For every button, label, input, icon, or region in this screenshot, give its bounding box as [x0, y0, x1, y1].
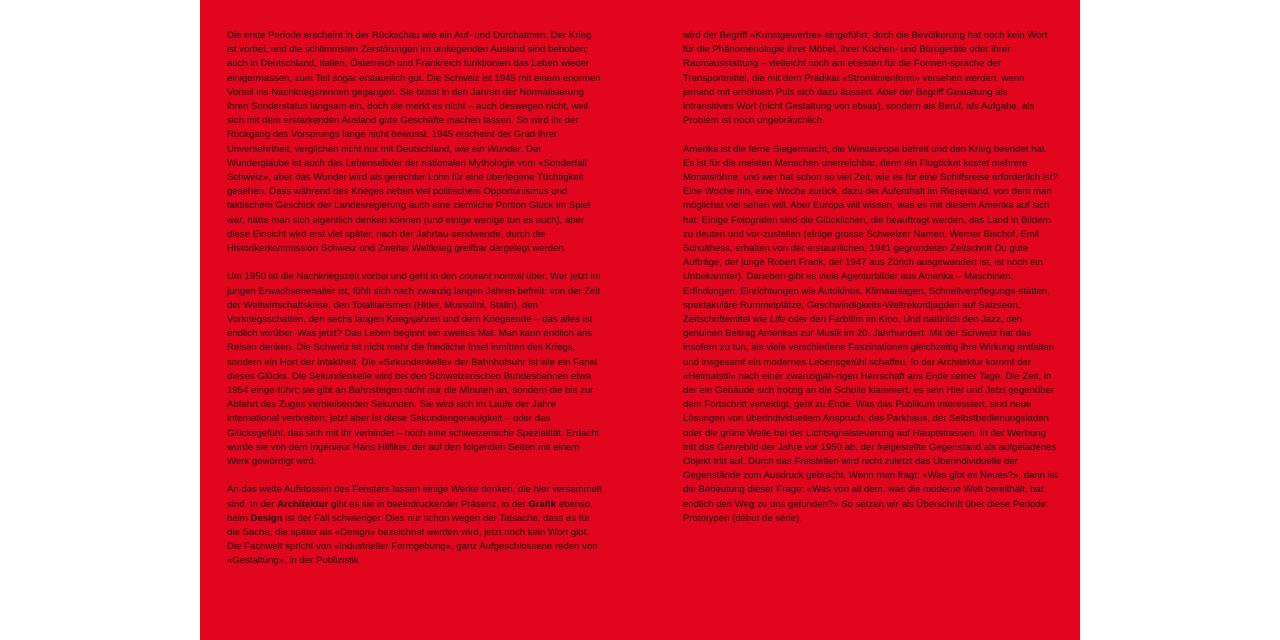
book-spread	[200, 0, 1080, 640]
paragraph	[227, 270, 602, 469]
text-run: Die erste Periode erscheint in der Rückschau wie ein Auf- und Durchatmen. Der Krieg ist vorbei, und die schlimmsten Zerstörungen im umliegenden Ausland sind behoben; auch in Deutschland, Italien, Österreich und Frankreich funktioniert das Leben wieder einigermassen, zum Teil sogar erstaunlich gut. Die Schweiz ist 1945 mit einem enormen Vorteil ins Nachkriegsrennen gegangen. Sie büsst in den Jahren der Normalisierung ihren Sonderstatus langsam ein, doch sie merkt es nicht – auch deswegen nicht, weil sich mit dem erstarkenden Ausland gute Geschäfte machen lassen. So wird ihr der Rückgang des Vorsprungs lange nicht bewusst. 1945 erscheint der Grad ihrer Unversehrtheit, verglichen nicht nur mit Deutschland,	[227, 30, 601, 155]
paragraph	[227, 483, 602, 568]
italic-text: wie ein Wunder	[454, 143, 521, 155]
paragraph	[683, 143, 1058, 526]
text-run: gute Aufträge, der junge Robert Frank, der 1947 aus Zürich ausgewandert ist, ist noch ein Unbekannter). Daneben gibt es viele Agenturbilder aus Amerika – Maschinen, Erfindungen, Einrichtungen wie Autokinos, Klimaanlagen, Schnellverpflegungs-stätten, spektakuläre Rummelplätze, Geschwindigkeits-Weltrekordjagden auf Salzseen, Zeitschriftentitel wie	[683, 243, 1050, 326]
text-run: Amerika ist die ferne Siegermacht, die Westeuropa befreit und den Krieg beendet hat. Es ist für die meisten Menschen unerreichbar, denn ein Flugticket kostet mehrere Monatslöhne, und wer hat schon so viel Zeit, wie es für eine Schiffsreise erforderlich ist? Eine Woche hin, eine Woche zurück, dazu der Aufenthalt im Riesenland, von dem man möglichst viel sehen will. Aber Europa will wissen, was es mit diesem Amerika auf sich hat. Einige Fotografen sind die Glücklichen, die beauftragt werden, das Land in Bildern zu deuten und vor-zustellen (einige grosse Schweizer Namen, Werner Bischof, Emil Schulthess, erhalten von der erstaunlichen, 1941 gegründeten Zeitschrift	[683, 143, 1058, 255]
text-run: An das weite Aufstossen des Fensters lassen einige Werke denken, die hier versammelt sind. In der	[227, 484, 602, 510]
paragraph	[227, 29, 602, 256]
bold-term-grafik: Grafik	[528, 498, 557, 510]
italic-text: Du	[994, 243, 1007, 255]
paragraph: wird der Begriff «Kunstgewerbe» eingeführt, doch die Bevölkerung hat noch kein Wort für die Phänomenologie ihrer Möbel, ihrer Küchen- und Bürogeräte oder ihrer Raumausstattung – vielleicht noch am ehesten für die Formen-sprache der Transportmittel, die mit dem Prädikat «Stromlinienform» versehen werden, wenn jemand mit erhöhtem Puls sich dazu äussert. Aber der Begriff Gestaltung als intransitives Wort (nicht Gestaltung von etwas), sondern als Beruf, als Aufgabe, als Problem ist noch ungebräuchlich.	[683, 30, 1048, 127]
left-page-column	[227, 29, 602, 583]
text-run: Um 1950 ist die Nachkriegszeit vorbei und geht in den	[227, 271, 460, 283]
text-run: . Der Wunderglaube ist auch das Lebenselixier der nationalen Mythologie vom «Sonderfall Schweiz», aber das Wunder wird als gerechter Lohn für eine überlegene Tüchtigkeit gesehen. Dass während des Krieges neben viel politischem Opportunismus und taktischem Geschick der Landesregierung auch eine ziemliche Portion Glück im Spiel war, hätte man sich eigentlich denken können (und einige wenige tun es auch), aber diese Einsicht wird erst viel später, nach der Jahrtau-sendwende, durch die Historikerkommission Schweiz und Zweiter Weltkrieg greifbar dargelegt werden.	[227, 143, 591, 255]
italic-text: courant normal	[459, 271, 524, 283]
text-run: ist der Fall schwieriger. Dies nur schon wegen der Tatsache, dass es für die Sache, die später als «Design» bezeichnet werden wird, jetzt noch kein Wort gibt. Die Fachwelt spricht von «industrieller Formgebung», ganz Aufgeschlossene reden von «Gestaltung», in der Publizistik	[227, 512, 598, 567]
bold-term-design: Design	[250, 512, 283, 524]
text-run: über. Wer jetzt im jungen Erwachsenenalter ist, fühlt sich nach zwanzig langen Jahren befreit: von der Zeit der Weltwirtschaftskrise, den Totalitarismen (Hitler, Mussolini, Stalin), den Vorkriegsschatten, den sechs langen Kriegsjahren und dem Kriegsende – das alles ist endlich vorüber. Was jetzt? Das Leben beginnt ein zweites Mal. Man kann endlich ans Reisen denken. Die Schweiz ist nicht mehr die friedliche Insel inmitten des Kriegs, sondern ein Hort der Intaktheit. Die «Sekundenkelle» der Bahnhofsuhr ist wie ein Fanal dieses Glücks. Die Sekundenkelle wird bei den Schweizerischen Bundesbahnen etwa 1954 einge-führt; sie gibt an Bahnsteigen nicht nur die Minuten an, sondern die bis zur Abfahrt des Zuges verbleibenden Sekunden. Sie wird sich im Laufe der Jahre international verbreiten; jetzt aber ist diese Sekundengenauigkeit – oder das Glücksgefühl, das sich mit ihr verbindet – noch eine schweizerische Spezialität. Erdacht wurde sie von dem Ingenieur Hans Hilfiker, der auf den folgenden Seiten mit einem Werk gewürdigt wird.	[227, 271, 601, 468]
italic-text: Life	[769, 314, 786, 326]
text-run: ebenso, beim	[227, 498, 593, 524]
bold-term-architektur: Architektur	[277, 498, 329, 510]
text-run: gibt es sie in beeindruckender Präsenz, in der	[328, 498, 529, 510]
right-page-column	[683, 29, 1058, 540]
text-run: oder den Farbfilm im Kino. Und natürlich den Jazz, den genuinen Beitrag Amerikas zur Musik im 20. Jahrhundert. Mit der Schweiz hat das insofern zu tun, als viele verschiedene Faszinationen gleichzeitig ihre Wirkung entfalten und insgesamt ein modernes Lebensgefühl schaffen. In der Architektur kommt der «Heimatstil» nach einer zwanzigjäh-rigen Herrschaft ans Ende seiner Tage. Die Zeit, in der ein Gebäude sich trotzig an die Scholle klammert, es sein Hier und Jetzt gegenüber dem Fortschritt verteidigt, geht zu Ende. Was das Publikum interessiert, sind neue Lösungen von überindividuellem Anspruch: das Parkhaus, der Selbstbedienungsladen oder die grüne Welle bei der Lichtsignalsteuerung auf Hauptstrassen. In der Werbung tritt das Genrebild der Jahre vor 1950 ab, der freigestellte Gegenstand als aufgeladenes Objekt tritt auf. Durch das Freistellen wird nicht zuletzt das Überindividuelle der Gegenstände zum Ausdruck gebracht. Wenn man fragt: «Was gibt es Neues?», dann ist die Bedeutung dieser Frage: «Was von all dem, was die moderne Welt bereithält, hat endlich den Weg zu uns gefunden?» So setzen wir als Überschrift über diese Periode: Prototypen (début de série).	[683, 314, 1058, 524]
